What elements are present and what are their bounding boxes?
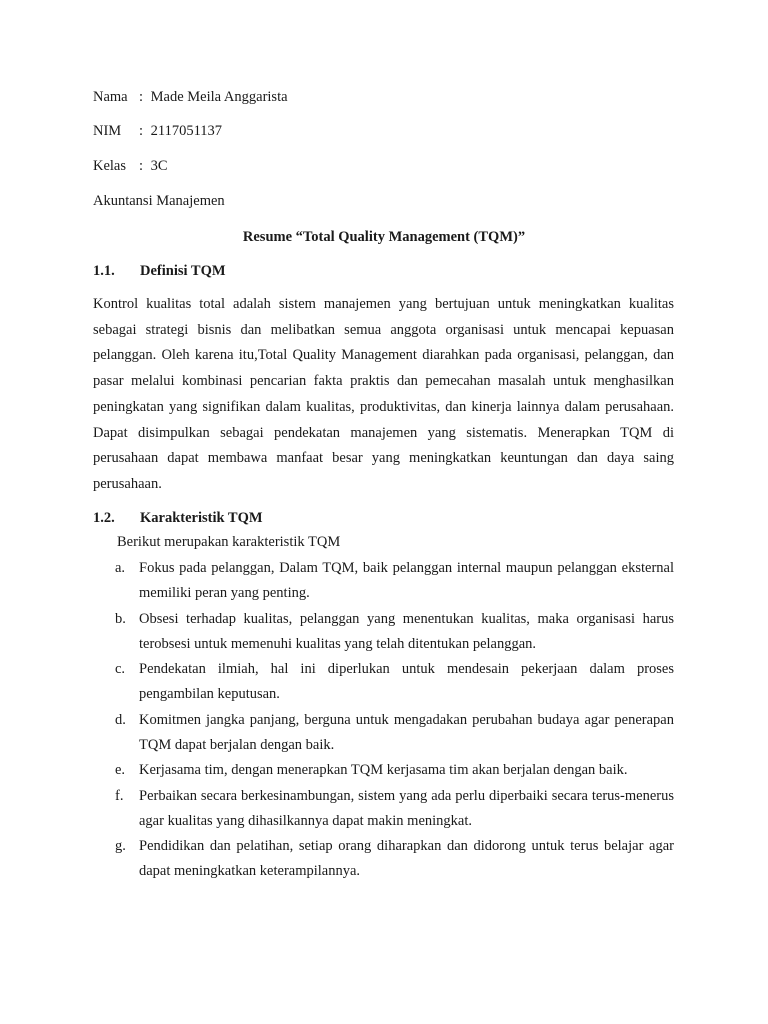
course-name: Akuntansi Manajemen [93, 193, 225, 209]
section-number: 1.1. [93, 263, 115, 279]
list-item [93, 556, 674, 606]
section-heading-definition [93, 262, 226, 280]
nim-label: NIM [93, 123, 122, 139]
list-item [93, 834, 674, 884]
list-marker: f. [115, 787, 124, 804]
name-value: Made Meila Anggarista [150, 89, 288, 105]
class-value: 3C [150, 158, 168, 174]
list-item-text: Kerjasama tim, dengan menerapkan TQM kerjasama tim akan berjalan dengan baik. [139, 762, 628, 778]
list-item [93, 784, 674, 834]
name-label: Nama [93, 89, 128, 105]
list-item [93, 708, 674, 758]
definition-paragraph: Kontrol kualitas total adalah sistem manajemen yang bertujuan untuk meningkatkan kualitas sebagai strategi bisnis dan melibatkan semua anggota organisasi untuk mencapai kepuasan pelanggan. Oleh karena itu,Total Quality Management diarahkan pada organisasi, pelanggan, dan pasar melalui kombinasi pencarian fakta praktis dan pemecahan masalah untuk menghasilkan peningkatan yang signifikan dalam kualitas, produktivitas, dan kinerja lainnya dalam perusahaan. Dapat disimpulkan sebagai pendekatan manajemen yang sistematis. Menerapkan TQM di perusahaan dapat membawa manfaat besar yang meningkatkan keuntungan dan daya saing perusahaan. [93, 296, 674, 492]
class-separator: : [139, 158, 144, 174]
section-title: Karakteristik TQM [140, 510, 263, 526]
list-marker: e. [115, 762, 126, 778]
section-heading-characteristics [93, 509, 263, 527]
name-separator: : [139, 89, 144, 105]
list-item-text: Pendidikan dan pelatihan, setiap orang diharapkan dan didorong untuk terus belajar agar dapat meningkatkan keterampilannya. [139, 838, 674, 879]
list-item [93, 758, 674, 783]
list-item [93, 657, 674, 707]
list-marker: d. [115, 711, 126, 728]
list-marker: c. [115, 661, 126, 677]
nim-row [93, 122, 222, 140]
class-label: Kelas [93, 158, 127, 174]
list-item-text: Perbaikan secara berkesinambungan, sistem yang ada perlu diperbaiki secara terus-menerus agar kualitas yang dihasilkannya dapat makin meningkat. [139, 787, 674, 829]
list-item-text: Fokus pada pelanggan, Dalam TQM, baik pelanggan internal maupun pelanggan eksternal memiliki peran yang penting. [139, 560, 674, 601]
list-marker: a. [115, 560, 126, 576]
characteristics-list [93, 556, 674, 885]
name-row [93, 88, 288, 106]
class-row [93, 157, 168, 175]
section-title: Definisi TQM [140, 263, 226, 279]
list-item-text: Komitmen jangka panjang, berguna untuk mengadakan perubahan budaya agar penerapan TQM dapat berjalan dengan baik. [139, 711, 674, 753]
list-item [93, 607, 674, 657]
list-item-text: Obsesi terhadap kualitas, pelanggan yang menentukan kualitas, maka organisasi harus terobsesi untuk memenuhi kualitas yang telah ditentukan pelanggan. [139, 610, 674, 652]
nim-separator: : [139, 123, 144, 139]
characteristics-intro: Berikut merupakan karakteristik TQM [117, 534, 341, 550]
nim-value: 2117051137 [150, 123, 223, 139]
section-number: 1.2. [93, 510, 115, 526]
document-title: Resume “Total Quality Management (TQM)” [242, 229, 526, 245]
list-marker: g. [115, 838, 126, 854]
list-item-text: Pendekatan ilmiah, hal ini diperlukan untuk mendesain pekerjaan dalam proses pengambilan keputusan. [139, 661, 674, 702]
list-marker: b. [115, 610, 126, 627]
